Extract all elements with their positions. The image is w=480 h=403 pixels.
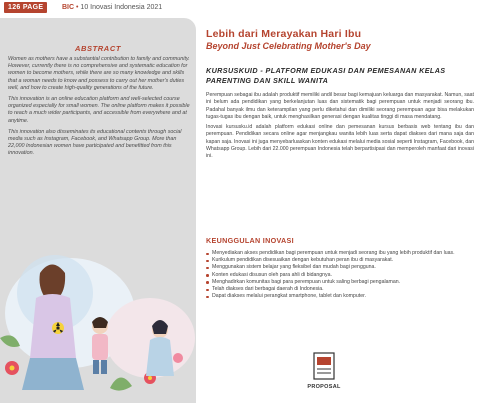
child-figure — [92, 317, 108, 374]
list-item: Menghadirkan komunitas bagi para perempuan untuk saling berbagi pengalaman. — [206, 279, 476, 286]
abstract-heading: ABSTRACT — [74, 44, 122, 53]
advantages-heading: KEUNGGULAN INOVASI — [206, 236, 294, 245]
list-item: Menggunakan sistem belajar yang fleksibel dan mudah bagi pengguna. — [206, 264, 476, 271]
list-item: Telah diakses dari berbagai daerah di Indonesia. — [206, 286, 476, 293]
body-paragraph: Perempuan sebagai ibu adalah produktif memiliki andil besar bagi kemajuan keluarga dan masyarakat. Namun, saat ini belum ada pendidikan yang berkelanjutan luas dan sistematik bagi perempuan untuk menjadi seorang ibu. Padahal banyak ilmu dan keterampilan yang perlu diketahui dan dimiliki seorang perempuan agar bisa melakukan tugas-tugas ibu dengan baik, untuk menghasilkan generasi dengan kualitas tinggi di masa mendatang. — [206, 92, 474, 120]
article-body — [206, 92, 474, 164]
abstract-paragraph: This innovation is an online education platform and well-selected course organized especially for small women. The online platform makes it possible to reach a much wider participants, and accessible from everywhere and at anytime. — [8, 96, 190, 124]
abstract-panel — [0, 18, 196, 403]
radiation-icon — [52, 322, 64, 334]
journal-line — [62, 2, 162, 13]
issue-text: 10 Inovasi Indonesia 2021 — [80, 4, 163, 11]
proposal-icon[interactable] — [312, 351, 336, 381]
mother-illustration — [0, 218, 196, 403]
abstract-paragraph: Women as mothers have a substantial contribution to family and community. However, currently there is no comprehensive and systematic education for women to become mothers, while there are so many knowledge and skills that a woman needs to know and possess to carry out her mother's duties well, and how to create high-quality generations of the future. — [8, 56, 190, 91]
advantages-list — [206, 250, 476, 300]
page-number-badge: 126 PAGE — [4, 2, 47, 13]
list-item: Kurikulum pendidikan disesuaikan dengan kebutuhan peran ibu di masyarakat. — [206, 257, 476, 264]
section-heading: KURSUSKUID - PLATFORM EDUKASI DAN PEMESANAN KELAS PARENTING DAN SKILL WANITA — [206, 66, 446, 85]
article-title: Lebih dari Merayakan Hari Ibu — [206, 28, 362, 40]
list-item: Konten edukasi disusun oleh para ahli di bidangnya. — [206, 272, 476, 279]
journal-separator: • — [76, 4, 79, 11]
proposal-label[interactable]: PROPOSAL — [307, 384, 341, 390]
list-item: Menyediakan akses pendidikan bagi perempuan untuk menjadi seorang ibu yang lebih produktif dan luas. — [206, 250, 476, 257]
abstract-paragraph: This innovation also disseminates its educational contents through social media such as Instagram, Facebook, and Whatsapp Group. More than 22,000 Indonesian women have participated and benefitted from this innovation. — [8, 128, 182, 157]
body-paragraph: Inovasi kursusku.id adalah platform edukasi online dan pemesanan kursus berbasis web tentang ibu dan perempuan. Pendidikan secara online agar menjangkau wanita lebih luas serta dapat diakses dari mana saja dan kapan saja. Inovasi ini juga menyebarluaskan konten edukasi melalui media sosial seperti Instagram, Facebook, dan Whatsapp Group. Lebih dari 22.000 perempuan Indonesia telah berpartisipasi dan memperoleh manfaat dari inovasi ini. — [206, 124, 474, 160]
abstract-text — [8, 56, 194, 162]
journal-name: BIC — [62, 4, 75, 11]
article-subtitle: Beyond Just Celebrating Mother's Day — [206, 41, 371, 51]
list-item: Dapat diakses melalui perangkat smartphone, tablet dan komputer. — [206, 293, 476, 300]
leaf-decoration — [110, 377, 132, 390]
page-header — [0, 0, 480, 14]
